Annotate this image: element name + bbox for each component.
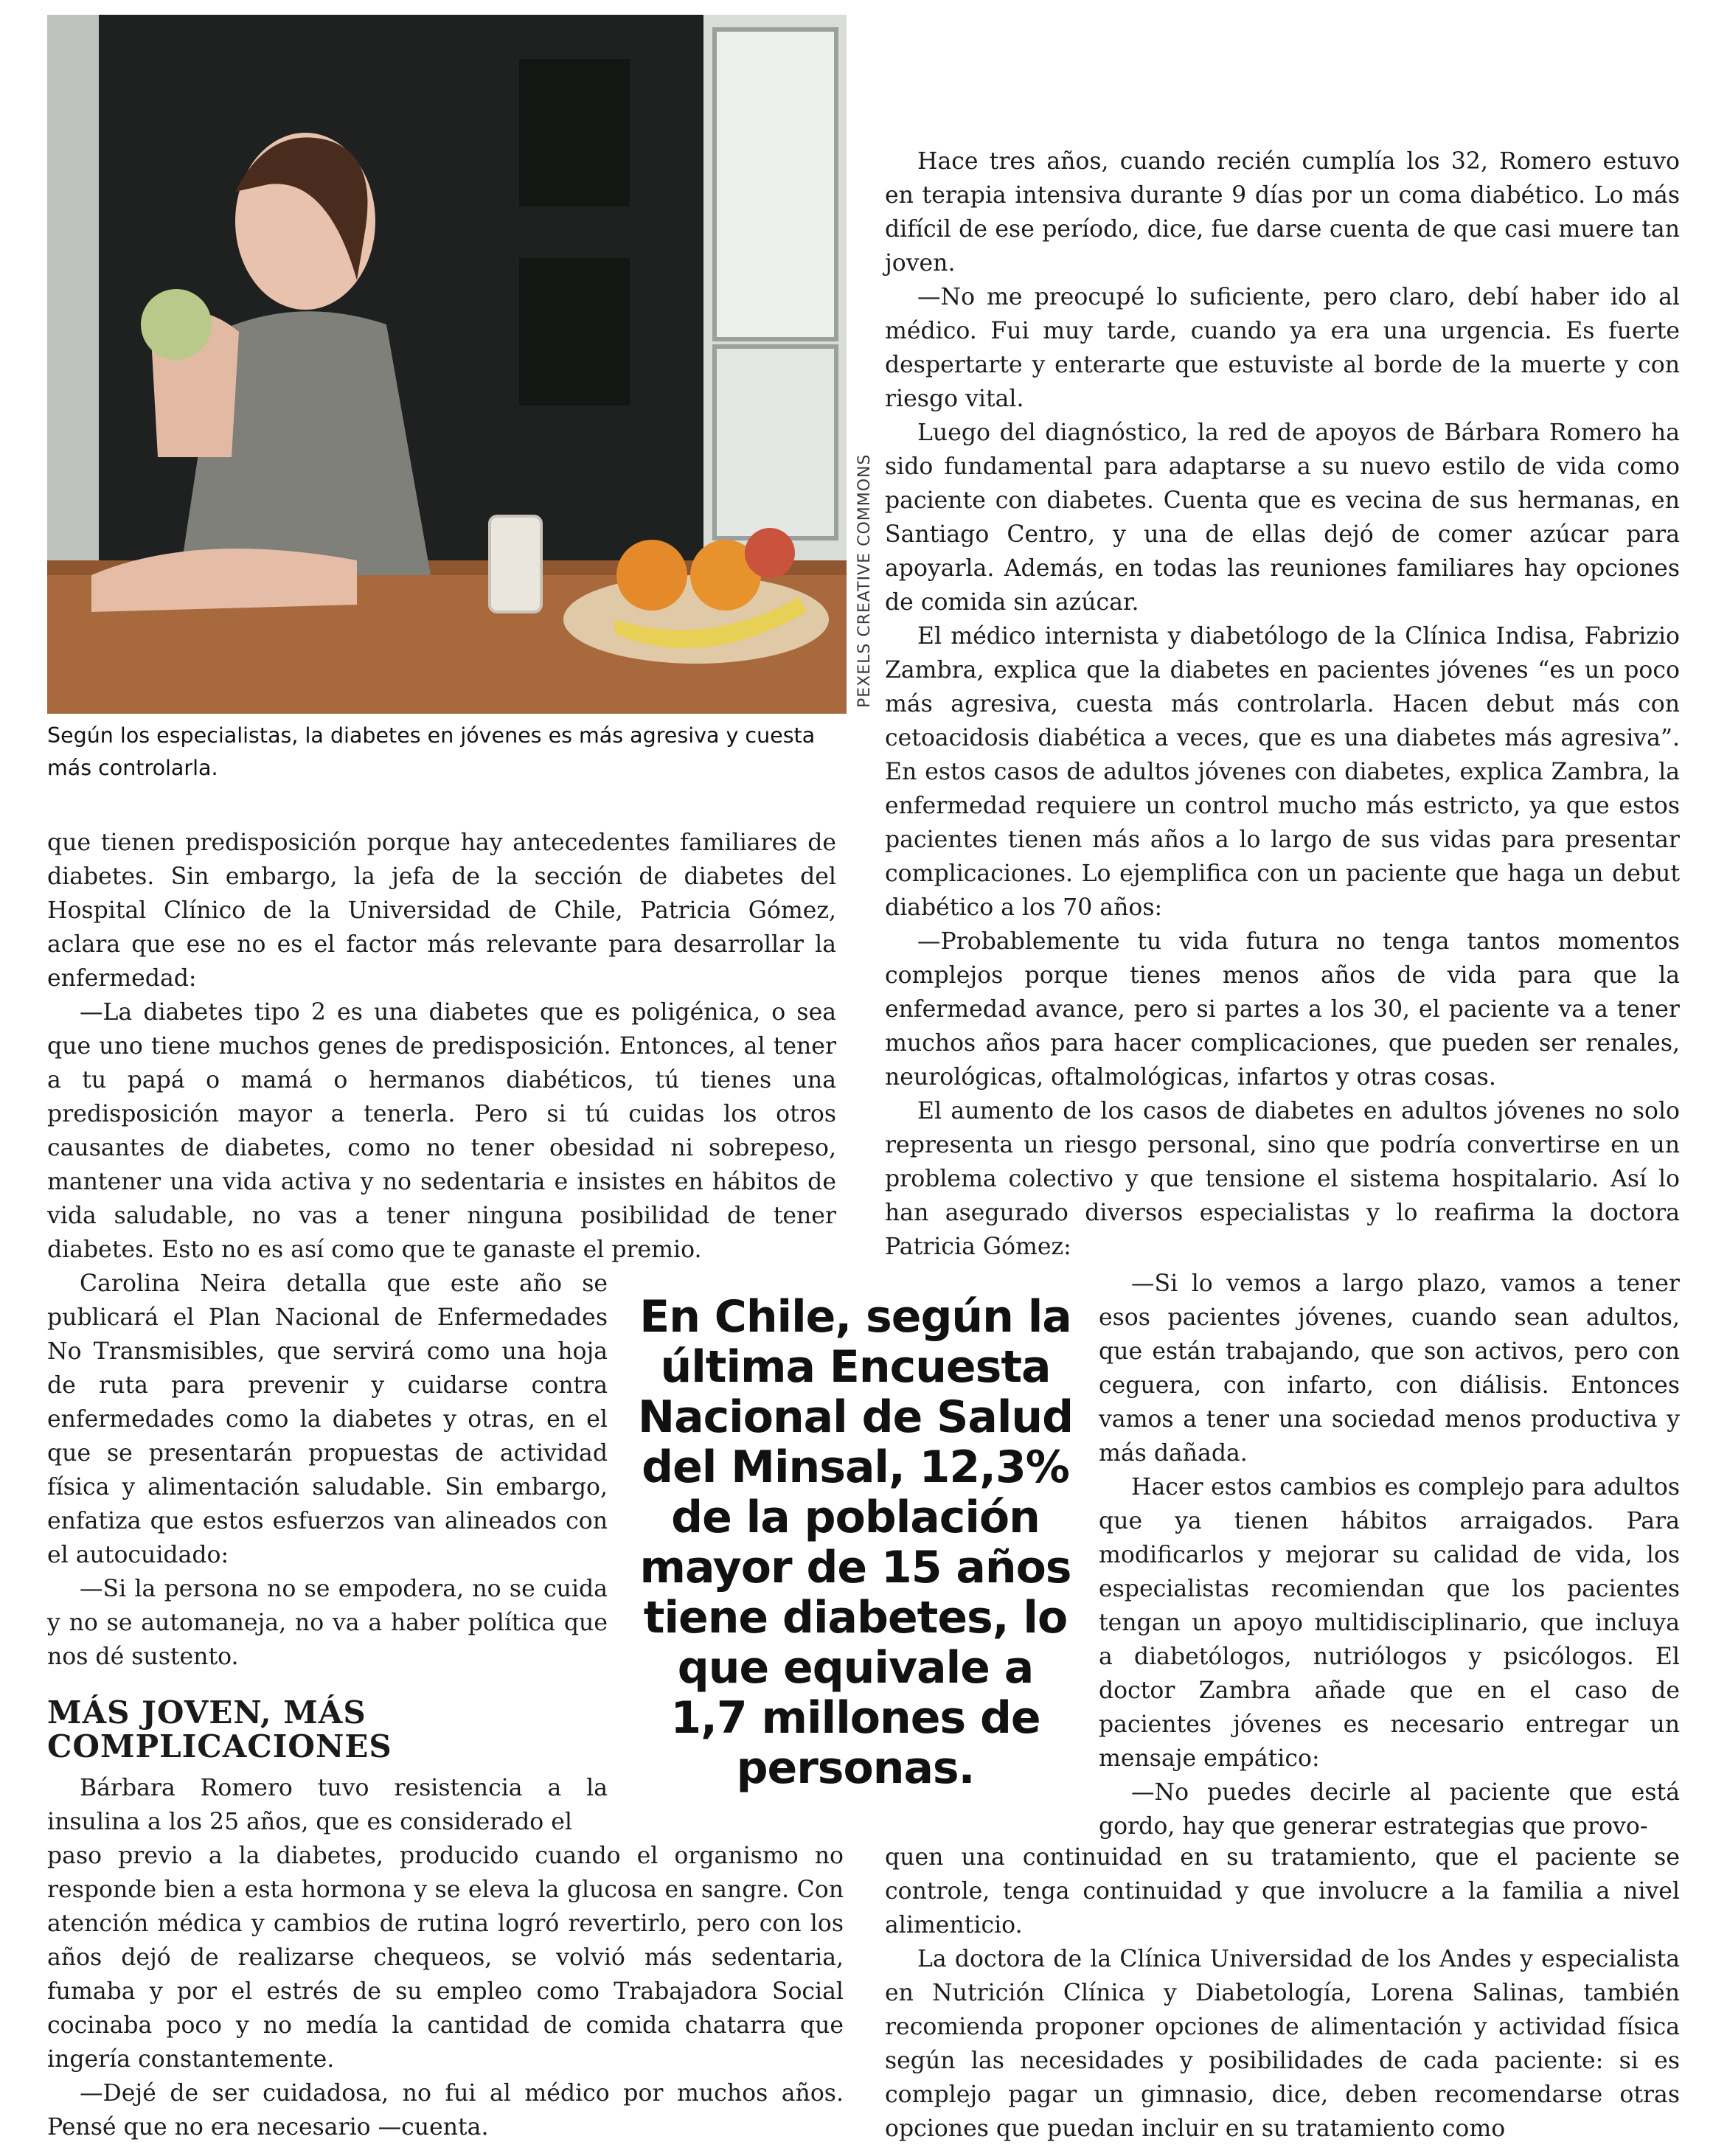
paragraph: Carolina Neira detalla que este año se publicará el Plan Nacional de Enfermedades No Transmisibles, que servirá como una hoja de ruta para prevenir y cuidarse contra enfermedades como la diabetes y otras, en el que se presentarán propuestas de actividad física y alimentación saludable. Sin embargo, enfatiza que estos esfuerzos van alineados con el autocuidado: [47,1270,608,1568]
paragraph: —No puedes decirle al paciente que está gordo, hay que generar estrategias que provo- [1099,1779,1680,1840]
paragraph: —Si la persona no se empodera, no se cuida y no se automaneja, no va a haber política que nos dé sustento. [47,1576,608,1670]
paragraph: —Probablemente tu vida futura no tenga tantos momentos complejos porque tienes menos años de vida para que la enfermedad avance, pero si partes a los 30, el paciente va a tener muchos años para hacer complicaciones, que pueden ser renales, neurológicas, oftalmológicas, infartos y otras cosas. [885,928,1680,1091]
paragraph: Hace tres años, cuando recién cumplía los 32, Romero estuvo en terapia intensiva durante 9 días por un coma diabético. Lo más difícil de ese período, dice, fue darse cuenta de que casi muere tan joven. [885,148,1680,277]
paragraph: paso previo a la diabetes, producido cuando el organismo no responde bien a esta hormona y se eleva la glucosa en sangre. Con atención médica y cambios de rutina logró revertirlo, pero con los años dejó de realizarse chequeos, se volvió más sedentaria, fumaba y por el estrés de su empleo como Trabajadora Social cocinaba poco y no medía la cantidad de comida chatarra que ingería constantemente. [47,1843,844,2073]
photo-credit: PEXELS CREATIVE COMMONS [855,453,874,708]
paragraph: quen una continuidad en su tratamiento, que el paciente se controle, tenga continuidad y que involucre a la familia a nivel alimenticio. [885,1844,1680,1938]
pull-quote: En Chile, según la última Encuesta Nacional de Salud del Minsal, 12,3% de la población mayor de 15 años tiene diabetes, lo que equivale a 1,7 millones de personas. [637,1291,1074,1794]
paragraph: El médico internista y diabetólogo de la Clínica Indisa, Fabrizio Zambra, explica que la diabetes en pacientes jóvenes “es un poco más agresiva, cuesta más controlarla. Hacen debut más con cetoacidosis diabética a veces, que es una diabetes más agresiva”. En estos casos de adultos jóvenes con diabetes, explica Zambra, la enfermedad requiere un control mucho más estricto, ya que estos pacientes tienen más años a lo largo de sus vidas para presentar complicaciones. Lo ejemplifica con un paciente que haga un debut diabético a los 70 años: [885,623,1680,921]
paragraph: —Si lo vemos a largo plazo, vamos a tener esos pacientes jóvenes, cuando sean adultos, que están trabajando, que son activos, pero con ceguera, con infarto, con diálisis. Entonces vamos a tener una sociedad menos productiva y más dañada. [1099,1270,1680,1467]
right-column-bottom [885,1840,1680,2146]
heading-body [47,1771,608,1839]
paragraph: Luego del diagnóstico, la red de apoyos de Bárbara Romero ha sido fundamental para adaptarse a su nuevo estilo de vida como paciente con diabetes. Cuenta que es vecina de sus hermanas, en Santiago Centro, y una de ellas dejó de comer azúcar para apoyarla. Además, en todas las reuniones familiares hay opciones de comida sin azúcar. [885,420,1680,616]
right-column-top [885,145,1680,1264]
paragraph: Hacer estos cambios es complejo para adultos que ya tienen hábitos arraigados. Para modificarlos y mejorar su calidad de vida, los especialistas recomiendan que los pacientes tengan un apoyo multidisciplinario, que incluya a diabetólogos, nutriólogos y psicólogos. El doctor Zambra añade que en el caso de pacientes jóvenes es necesario entregar un mensaje empático: [1099,1474,1680,1772]
photo-caption: Según los especialistas, la diabetes en jóvenes es más agresiva y cuesta más controlarla. [47,723,816,780]
left-column-bottom [47,1839,844,2144]
article-photo [47,15,847,714]
paragraph: Bárbara Romero tuvo resistencia a la insulina a los 25 años, que es considerado el [47,1775,608,1835]
section-heading: MÁS JOVEN, MÁS COMPLICACIONES [47,1694,392,1764]
paragraph: La doctora de la Clínica Universidad de los Andes y especialista en Nutrición Clínica y Diabetología, Lorena Salinas, también recomienda proponer opciones de alimentación y actividad física según las necesidades y posibilidades de cada paciente: si es complejo pagar un gimnasio, dice, deben recomendarse otras opciones que puedan incluir en su tratamiento como [885,1946,1680,2142]
paragraph: —La diabetes tipo 2 es una diabetes que es poligénica, o sea que uno tiene muchos genes de predisposición. Entonces, al tener a tu papá o mamá o hermanos diabéticos, tú tienes una predisposición mayor a tenerla. Pero si tú cuidas los otros causantes de diabetes, como no tener obesidad ni sobrepeso, mantener una vida activa y no sedentaria e insistes en hábitos de vida saludable, no vas a tener ninguna posibilidad de tener diabetes. Esto no es así como que te ganaste el premio. [47,999,836,1263]
paragraph: —No me preocupé lo suficiente, pero claro, debí haber ido al médico. Fui muy tarde, cuando ya era una urgencia. Es fuerte despertarte y enterarte que estuviste al borde de la muerte y con riesgo vital. [885,284,1680,412]
left-column-narrow [47,1267,608,1674]
left-column-top [47,826,836,1267]
paragraph: que tienen predisposición porque hay antecedentes familiares de diabetes. Sin embargo, la jefa de la sección de diabetes del Hospital Clínico de la Universidad de Chile, Patricia Gómez, aclara que ese no es el factor más relevante para desarrollar la enfermedad: [47,830,836,992]
paragraph: El aumento de los casos de diabetes en adultos jóvenes no solo representa un riesgo personal, sino que podría convertirse en un problema colectivo y que tensione el sistema hospitalario. Así lo han asegurado diversos especialistas y lo reafirma la doctora Patricia Gómez: [885,1098,1680,1260]
right-column-narrow [1099,1267,1680,1843]
paragraph: —Dejé de ser cuidadosa, no fui al médico por muchos años. Pensé que no era necesario —cuenta. [47,2080,844,2141]
